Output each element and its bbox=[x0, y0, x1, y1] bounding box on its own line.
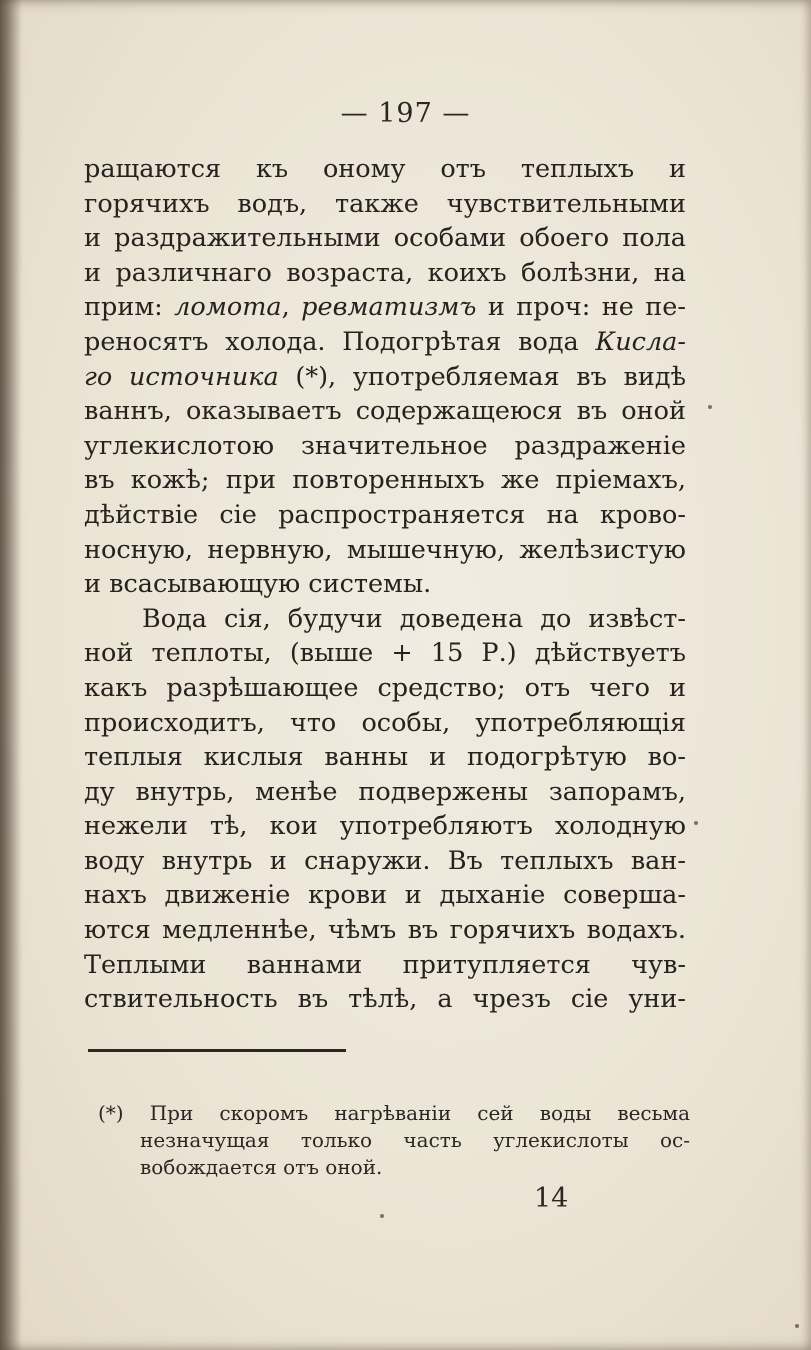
spine-shadow bbox=[0, 0, 22, 1350]
footnote bbox=[98, 1100, 690, 1181]
text-line: углекислотою значительное раздраженіе bbox=[84, 430, 686, 461]
text-line: какъ разрѣшающее средство; отъ чего и bbox=[84, 672, 686, 703]
text-line: и раздражительными особами обоего пола bbox=[84, 223, 686, 254]
text-line bbox=[84, 360, 686, 395]
text-line: дѣйствіе сіе распространяется на крово- bbox=[84, 499, 686, 530]
text-line: ной теплоты, (выше + 15 Р.) дѣйствуетъ bbox=[84, 638, 686, 669]
footnote-line: (*) При скоромъ нагрѣваніи сей воды весьма bbox=[98, 1101, 690, 1125]
text-line: носную, нервную, мышечную, желѣзистую bbox=[84, 534, 686, 565]
text-line: ращаются къ оному отъ теплыхъ и bbox=[84, 154, 686, 184]
text-line: въ кожѣ; при повторенныхъ же пріемахъ, bbox=[84, 465, 686, 496]
italic-term: ломота bbox=[174, 292, 282, 323]
text-line: нахъ движеніе крови и дыханіе соверша- bbox=[84, 880, 686, 911]
text-run: реносятъ холода. Подогрѣтая вода bbox=[84, 326, 596, 357]
signature-mark: 14 bbox=[534, 1183, 569, 1214]
italic-term: Кисла- bbox=[595, 326, 686, 357]
footnote-separator bbox=[88, 1049, 346, 1052]
footnote-line: незначущая только часть углекислоты ос- bbox=[140, 1128, 690, 1152]
text-run: (*), употребляемая въ видѣ bbox=[278, 361, 686, 392]
text-line bbox=[84, 290, 686, 325]
text-run: и проч: не пе- bbox=[476, 292, 686, 323]
text-line: теплыя кислыя ванны и подогрѣтую во- bbox=[84, 742, 686, 773]
text-line bbox=[84, 325, 686, 360]
paper-speck bbox=[380, 1214, 384, 1218]
text-line: Теплыми ваннами притупляется чув- bbox=[84, 949, 686, 980]
text-run: прим: bbox=[84, 292, 175, 323]
text-line: Вода сія, будучи доведена до извѣст- bbox=[142, 603, 686, 634]
text-line: воду внутрь и снаружи. Въ теплыхъ ван- bbox=[84, 845, 686, 876]
text-line: горячихъ водъ, также чувствительными bbox=[84, 188, 686, 219]
text-line: ются медленнѣе, чѣмъ въ горячихъ водахъ. bbox=[84, 915, 686, 946]
text-line: ствительность въ тѣлѣ, а чрезъ сіе уни- bbox=[84, 984, 686, 1015]
italic-term: го источника bbox=[84, 361, 279, 392]
paper-speck bbox=[795, 1324, 799, 1328]
text-line: и всасывающую системы. bbox=[84, 569, 432, 600]
page-number-header: — 197 — bbox=[340, 98, 471, 129]
body-text bbox=[84, 152, 686, 1017]
text-run: , bbox=[281, 292, 302, 323]
text-line: происходитъ, что особы, употребляющія bbox=[84, 707, 686, 738]
text-line: и различнаго возраста, коихъ болѣзни, на bbox=[84, 257, 686, 288]
text-line: ваннъ, оказываетъ содержащеюся въ оной bbox=[84, 396, 686, 427]
text-line: ду внутрь, менѣе подвержены запорамъ, bbox=[84, 776, 686, 807]
paper-speck bbox=[708, 405, 712, 409]
paper-speck bbox=[694, 821, 698, 825]
footnote-line: вобождается отъ оной. bbox=[140, 1155, 383, 1179]
italic-term: ревматизмъ bbox=[301, 292, 477, 323]
text-line: нежели тѣ, кои употребляютъ холодную bbox=[84, 811, 686, 842]
